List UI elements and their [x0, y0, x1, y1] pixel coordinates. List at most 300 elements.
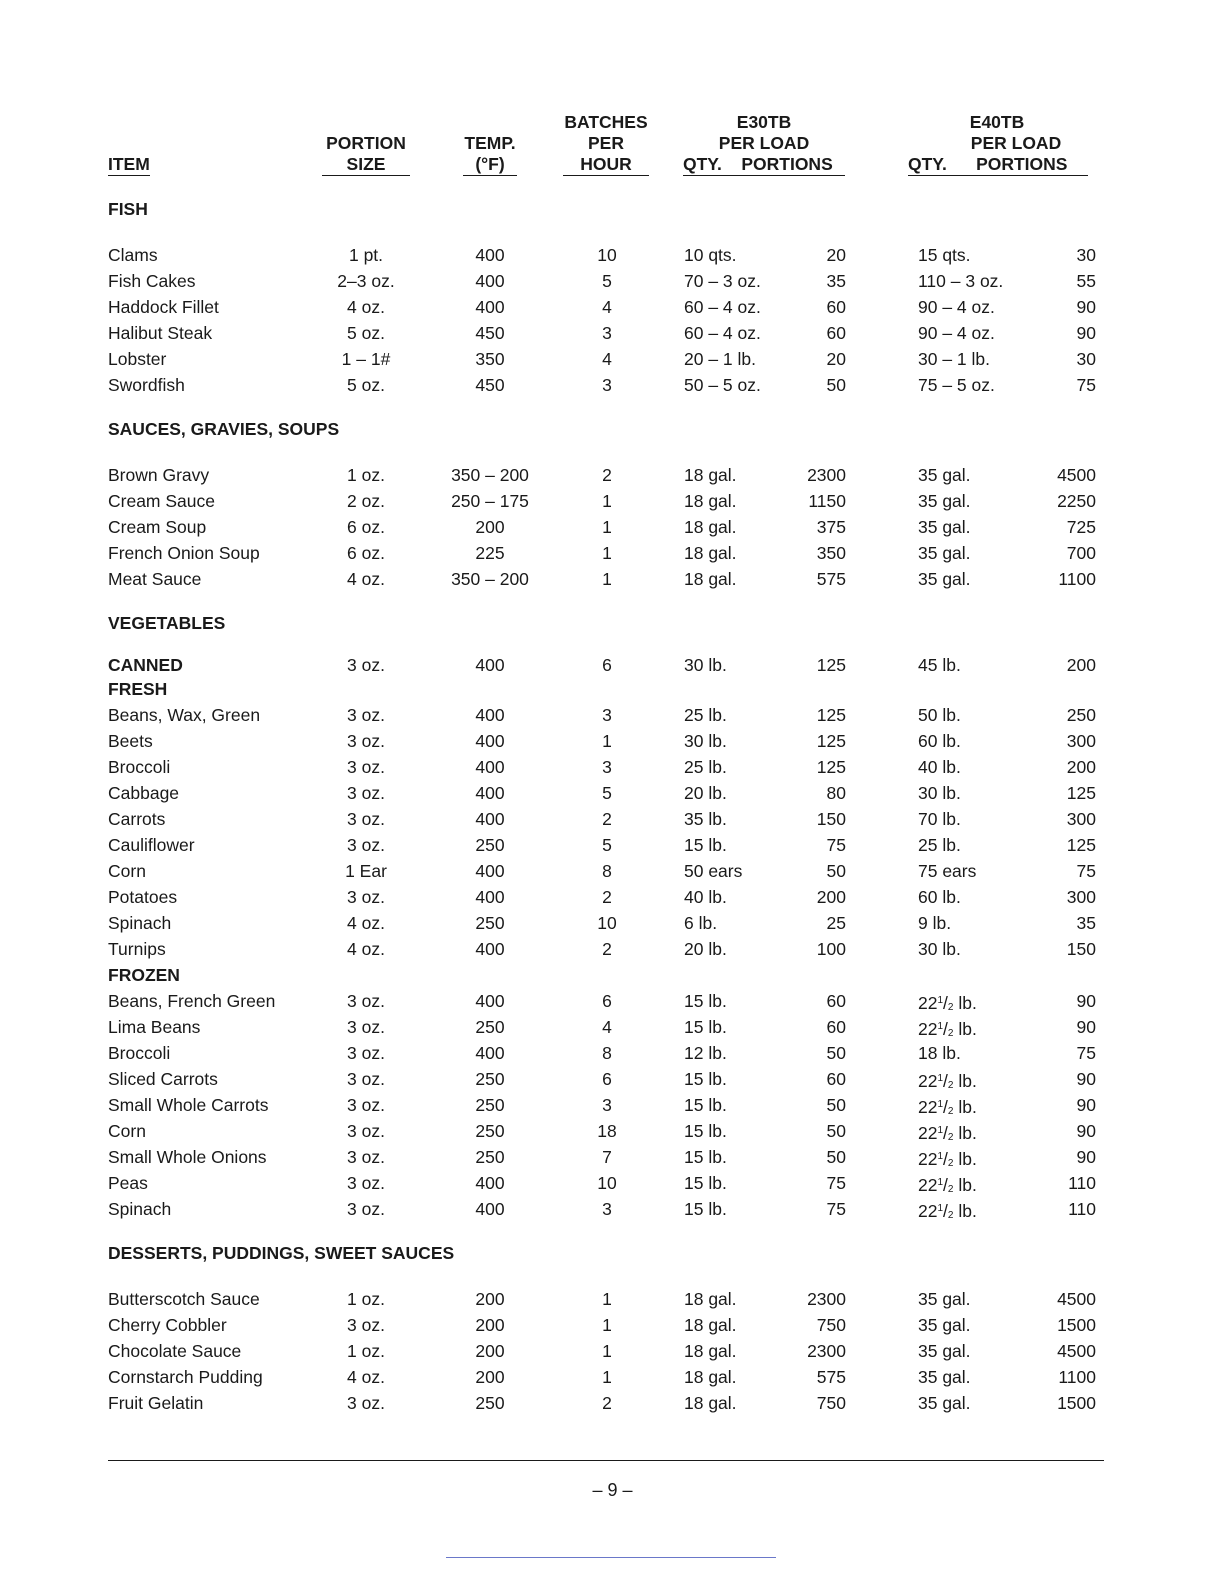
e30tb-portions: 2300 — [807, 465, 846, 485]
e40tb-portions: 90 — [1076, 297, 1096, 317]
table-row — [108, 936, 1118, 962]
batches-per-hour: 1 — [602, 1367, 612, 1387]
e40tb-portions: 30 — [1076, 245, 1096, 265]
portion-size: 3 oz. — [347, 757, 385, 777]
e30tb-portions: 60 — [826, 297, 846, 317]
batches-per-hour: 8 — [602, 861, 612, 881]
e40tb-quantity: 15 qts. — [918, 245, 971, 265]
temperature: 225 — [475, 543, 505, 563]
e40tb-quantity: 25 lb. — [918, 835, 961, 855]
e30tb-portions: 75 — [826, 835, 846, 855]
header-e40tb-model: E40TB — [969, 112, 1025, 132]
e30tb-portions: 20 — [826, 349, 846, 369]
temperature: 250 — [475, 1393, 505, 1413]
e30tb-portions: 75 — [826, 1199, 846, 1219]
e40tb-quantity: 35 gal. — [918, 569, 971, 589]
e40tb-portions: 90 — [1076, 1069, 1096, 1089]
batches-per-hour: 5 — [602, 783, 612, 803]
e30tb-quantity: 18 gal. — [684, 1367, 737, 1387]
section-title-desserts: DESSERTS, PUDDINGS, SWEET SAUCES — [108, 1243, 455, 1263]
batches-per-hour: 7 — [602, 1147, 612, 1167]
sauces-rows — [108, 462, 1118, 592]
e40tb-portions: 700 — [1066, 543, 1096, 563]
table-row — [108, 1312, 1118, 1338]
temperature: 400 — [475, 731, 505, 751]
e40tb-portions: 90 — [1076, 1017, 1096, 1037]
item-name: Haddock Fillet — [108, 297, 219, 317]
subsection-frozen — [108, 962, 1118, 988]
e30tb-portions: 25 — [826, 913, 846, 933]
e40tb-portions: 90 — [1076, 991, 1096, 1011]
portion-size: 2–3 oz. — [337, 271, 395, 291]
e40tb-quantity: 60 lb. — [918, 731, 961, 751]
temperature: 200 — [475, 1341, 505, 1361]
batches-per-hour: 3 — [602, 705, 612, 725]
temperature: 450 — [475, 375, 505, 395]
item-name: Cornstarch Pudding — [108, 1367, 263, 1387]
item-name: Halibut Steak — [108, 323, 213, 343]
e30tb-quantity: 50 ears — [684, 861, 743, 881]
e40tb-quantity: $22^1/_2$ lb. — [918, 1175, 977, 1195]
item-name: Butterscotch Sauce — [108, 1289, 260, 1309]
subsection-fresh-label: FRESH — [108, 679, 168, 699]
item-name: Spinach — [108, 1199, 172, 1219]
temperature: 400 — [475, 297, 505, 317]
e30tb-portions: 50 — [826, 1147, 846, 1167]
portion-size: 1 Ear — [345, 861, 387, 881]
e30tb-quantity: 15 lb. — [684, 1121, 727, 1141]
e30tb-portions: 1150 — [808, 491, 846, 511]
batches-per-hour: 3 — [602, 323, 612, 343]
e40tb-quantity: 35 gal. — [918, 1393, 971, 1413]
batches-per-hour: 1 — [602, 517, 612, 537]
e30tb-quantity: 18 gal. — [684, 491, 737, 511]
table-row — [108, 1040, 1118, 1066]
portion-size: 3 oz. — [347, 1017, 385, 1037]
e40tb-quantity: 35 gal. — [918, 1341, 971, 1361]
e30tb-portions: 125 — [816, 757, 846, 777]
batches-per-hour: 2 — [602, 809, 612, 829]
header-e30tb — [676, 112, 852, 176]
batches-per-hour: 2 — [602, 465, 612, 485]
temperature: 250 – 175 — [451, 491, 529, 511]
e40tb-portions: 75 — [1076, 375, 1096, 395]
e40tb-portions: 4500 — [1057, 1341, 1096, 1361]
e30tb-portions: 80 — [826, 783, 846, 803]
batches-per-hour: 2 — [602, 1393, 612, 1413]
e40tb-quantity: 30 – 1 lb. — [918, 349, 990, 369]
batches-per-hour: 8 — [602, 1043, 612, 1063]
header-e30tb-model: E30TB — [736, 112, 792, 132]
e40tb-portions: 1500 — [1057, 1315, 1096, 1335]
e40tb-quantity: 9 lb. — [918, 913, 952, 933]
e40tb-portions: 300 — [1066, 731, 1096, 751]
item-name: Fruit Gelatin — [108, 1393, 204, 1413]
e30tb-portions: 50 — [826, 1121, 846, 1141]
item-name: Clams — [108, 245, 158, 265]
e30tb-portions: 750 — [816, 1315, 846, 1335]
e30tb-quantity: 18 gal. — [684, 1393, 737, 1413]
e40tb-quantity: $22^1/_2$ lb. — [918, 1201, 977, 1221]
table-row — [108, 1338, 1118, 1364]
e40tb-portions: 90 — [1076, 323, 1096, 343]
temperature: 350 — [475, 349, 505, 369]
temperature: 250 — [475, 1121, 505, 1141]
header-item-label: ITEM — [108, 154, 150, 174]
batches-per-hour: 1 — [602, 731, 612, 751]
e40tb-portions: 90 — [1076, 1147, 1096, 1167]
temperature: 400 — [475, 1199, 505, 1219]
portion-size: 3 oz. — [347, 887, 385, 907]
table-row — [108, 242, 1118, 268]
item-name: Small Whole Carrots — [108, 1095, 269, 1115]
e40tb-quantity: 75 – 5 oz. — [918, 375, 995, 395]
temperature: 200 — [475, 517, 505, 537]
portion-size: 3 oz. — [347, 1095, 385, 1115]
table-row — [108, 294, 1118, 320]
table-row — [108, 1118, 1118, 1144]
portion-size: 3 oz. — [347, 1315, 385, 1335]
batches-per-hour: 5 — [602, 835, 612, 855]
table-row — [108, 1066, 1118, 1092]
portion-size: 5 oz. — [347, 375, 385, 395]
batches-per-hour: 1 — [602, 1315, 612, 1335]
batches-per-hour: 10 — [597, 913, 617, 933]
portion-size: 1 oz. — [347, 1289, 385, 1309]
portion-size: 6 oz. — [347, 517, 385, 537]
subsection-frozen-label: FROZEN — [108, 965, 180, 985]
table-row — [108, 540, 1118, 566]
e40tb-quantity: 30 lb. — [918, 783, 961, 803]
batches-per-hour: 3 — [602, 375, 612, 395]
e40tb-portions: 200 — [1066, 757, 1096, 777]
frozen-rows — [108, 988, 1118, 1222]
batches-per-hour: 6 — [602, 1069, 612, 1089]
e40tb-portions: 125 — [1066, 835, 1096, 855]
e30tb-quantity: 20 lb. — [684, 783, 727, 803]
item-name: Cream Sauce — [108, 491, 215, 511]
portion-size: 1 – 1# — [341, 349, 391, 369]
header-temp — [448, 133, 532, 176]
portion-size: 3 oz. — [347, 655, 385, 675]
batches-per-hour: 3 — [602, 1199, 612, 1219]
batches-per-hour: 1 — [602, 569, 612, 589]
e30tb-portions: 20 — [826, 245, 846, 265]
e40tb-portions: 150 — [1066, 939, 1096, 959]
e30tb-quantity: 30 lb. — [684, 655, 727, 675]
table-row — [108, 372, 1118, 398]
table-row — [108, 702, 1118, 728]
portion-size: 3 oz. — [347, 783, 385, 803]
table-row — [108, 488, 1118, 514]
e30tb-quantity: 18 gal. — [684, 517, 737, 537]
temperature: 250 — [475, 1095, 505, 1115]
item-name: Chocolate Sauce — [108, 1341, 242, 1361]
e30tb-portions: 350 — [816, 543, 846, 563]
batches-per-hour: 1 — [602, 1341, 612, 1361]
e30tb-quantity: 20 – 1 lb. — [684, 349, 756, 369]
e30tb-quantity: 40 lb. — [684, 887, 727, 907]
e30tb-quantity: 60 – 4 oz. — [684, 297, 761, 317]
e40tb-portions: 35 — [1076, 913, 1096, 933]
e40tb-quantity: 50 lb. — [918, 705, 961, 725]
temperature: 400 — [475, 991, 505, 1011]
e40tb-quantity: 110 – 3 oz. — [918, 271, 1004, 291]
temperature: 400 — [475, 757, 505, 777]
temperature: 250 — [475, 835, 505, 855]
item-name: Broccoli — [108, 757, 171, 777]
table-row — [108, 858, 1118, 884]
section-title-sauces: SAUCES, GRAVIES, SOUPS — [108, 419, 340, 439]
e30tb-quantity: 15 lb. — [684, 1173, 727, 1193]
portion-size: 4 oz. — [347, 569, 385, 589]
temperature: 400 — [475, 245, 505, 265]
e30tb-portions: 60 — [826, 1017, 846, 1037]
e30tb-quantity: 70 – 3 oz. — [684, 271, 761, 291]
table-row — [108, 754, 1118, 780]
e40tb-portions: 110 — [1068, 1173, 1096, 1193]
table-row — [108, 1364, 1118, 1390]
e30tb-quantity: 25 lb. — [684, 757, 727, 777]
e40tb-quantity: 60 lb. — [918, 887, 961, 907]
portion-size: 4 oz. — [347, 1367, 385, 1387]
item-name: Beets — [108, 731, 153, 751]
temperature: 400 — [475, 887, 505, 907]
table-row — [108, 1014, 1118, 1040]
batches-per-hour: 18 — [597, 1121, 617, 1141]
fresh-rows — [108, 702, 1118, 962]
e40tb-portions: 200 — [1066, 655, 1096, 675]
e40tb-portions: 110 — [1068, 1199, 1096, 1219]
e40tb-quantity: 70 lb. — [918, 809, 961, 829]
item-name: Beans, French Green — [108, 991, 276, 1011]
e30tb-portions: 60 — [826, 323, 846, 343]
e30tb-portions: 2300 — [807, 1341, 846, 1361]
bottom-edge-line — [446, 1557, 776, 1558]
batches-per-hour: 6 — [602, 655, 612, 675]
portion-size: 3 oz. — [347, 1069, 385, 1089]
portion-size: 5 oz. — [347, 323, 385, 343]
e30tb-quantity: 30 lb. — [684, 731, 727, 751]
batches-per-hour: 2 — [602, 887, 612, 907]
table-row — [108, 1092, 1118, 1118]
header-batches-line1: BATCHES — [564, 112, 648, 132]
temperature: 350 – 200 — [451, 465, 529, 485]
temperature: 400 — [475, 861, 505, 881]
e40tb-quantity: $22^1/_2$ lb. — [918, 993, 977, 1013]
table-row — [108, 1390, 1118, 1416]
portion-size: 3 oz. — [347, 991, 385, 1011]
item-name: Carrots — [108, 809, 166, 829]
table-row — [108, 268, 1118, 294]
portion-size: 3 oz. — [347, 1199, 385, 1219]
item-name: CANNED — [108, 655, 183, 675]
e40tb-quantity: 40 lb. — [918, 757, 961, 777]
footer-rule — [108, 1460, 1104, 1461]
portion-size: 3 oz. — [347, 731, 385, 751]
header-batches — [558, 112, 654, 176]
temperature: 400 — [475, 783, 505, 803]
batches-per-hour: 3 — [602, 1095, 612, 1115]
e40tb-portions: 90 — [1076, 1095, 1096, 1115]
e30tb-quantity: 18 gal. — [684, 1315, 737, 1335]
e30tb-portions: 50 — [826, 1095, 846, 1115]
item-name: Sliced Carrots — [108, 1069, 218, 1089]
cooking-chart — [108, 112, 1118, 1416]
temperature: 400 — [475, 809, 505, 829]
e40tb-portions: 1100 — [1058, 569, 1096, 589]
e40tb-portions: 75 — [1076, 1043, 1096, 1063]
item-name: Brown Gravy — [108, 465, 210, 485]
batches-per-hour: 4 — [602, 349, 612, 369]
portion-size: 3 oz. — [347, 1173, 385, 1193]
portion-size: 3 oz. — [347, 1393, 385, 1413]
e30tb-portions: 50 — [826, 375, 846, 395]
section-title-vegetables: VEGETABLES — [108, 613, 226, 633]
batches-per-hour: 10 — [597, 245, 617, 265]
e30tb-portions: 50 — [826, 861, 846, 881]
e40tb-portions: 4500 — [1057, 465, 1096, 485]
portion-size: 3 oz. — [347, 1043, 385, 1063]
e30tb-portions: 50 — [826, 1043, 846, 1063]
temperature: 400 — [475, 271, 505, 291]
e30tb-portions: 575 — [816, 569, 846, 589]
e30tb-portions: 125 — [816, 655, 846, 675]
batches-per-hour: 5 — [602, 271, 612, 291]
header-e40tb-perload: PER LOAD — [970, 133, 1062, 153]
e40tb-portions: 300 — [1066, 809, 1096, 829]
item-name: Peas — [108, 1173, 148, 1193]
e40tb-portions: 4500 — [1057, 1289, 1096, 1309]
e30tb-portions: 575 — [816, 1367, 846, 1387]
e40tb-quantity: 35 gal. — [918, 517, 971, 537]
portion-size: 4 oz. — [347, 913, 385, 933]
item-name: French Onion Soup — [108, 543, 260, 563]
table-row — [108, 566, 1118, 592]
header-e40tb-cols: QTY. PORTIONS — [908, 154, 1088, 176]
temperature: 450 — [475, 323, 505, 343]
temperature: 400 — [475, 655, 505, 675]
e30tb-portions: 2300 — [807, 1289, 846, 1309]
e30tb-portions: 125 — [816, 705, 846, 725]
portion-size: 3 oz. — [347, 1121, 385, 1141]
item-name: Turnips — [108, 939, 166, 959]
e30tb-quantity: 15 lb. — [684, 1017, 727, 1037]
table-row — [108, 832, 1118, 858]
e30tb-quantity: 10 qts. — [684, 245, 737, 265]
e30tb-quantity: 60 – 4 oz. — [684, 323, 761, 343]
portion-size: 4 oz. — [347, 297, 385, 317]
temperature: 200 — [475, 1367, 505, 1387]
e40tb-portions: 1100 — [1058, 1367, 1096, 1387]
table-header — [108, 112, 1118, 184]
item-name: Cream Soup — [108, 517, 207, 537]
e30tb-quantity: 25 lb. — [684, 705, 727, 725]
item-name: Lobster — [108, 349, 167, 369]
table-row — [108, 346, 1118, 372]
e30tb-quantity: 18 gal. — [684, 1341, 737, 1361]
header-batches-line3: HOUR — [563, 154, 649, 176]
section-title-fish: FISH — [108, 199, 148, 219]
e30tb-portions: 60 — [826, 991, 846, 1011]
e40tb-portions: 2250 — [1057, 491, 1096, 511]
e40tb-portions: 300 — [1066, 887, 1096, 907]
e40tb-portions: 55 — [1076, 271, 1096, 291]
e40tb-portions: 125 — [1066, 783, 1096, 803]
e40tb-portions: 75 — [1076, 861, 1096, 881]
e40tb-quantity: 35 gal. — [918, 1315, 971, 1335]
temperature: 250 — [475, 1017, 505, 1037]
canned-row — [108, 652, 1118, 678]
e40tb-quantity: 18 lb. — [918, 1043, 961, 1063]
batches-per-hour: 10 — [597, 1173, 617, 1193]
e30tb-quantity: 18 gal. — [684, 1289, 737, 1309]
header-temp-line2: (°F) — [463, 154, 517, 176]
e30tb-quantity: 35 lb. — [684, 809, 727, 829]
temperature: 200 — [475, 1289, 505, 1309]
subsection-fresh — [108, 678, 1118, 702]
portion-size: 4 oz. — [347, 939, 385, 959]
e30tb-portions: 125 — [816, 731, 846, 751]
header-temp-line1: TEMP. — [464, 133, 516, 153]
e30tb-portions: 200 — [816, 887, 846, 907]
table-row — [108, 1144, 1118, 1170]
table-row — [108, 1286, 1118, 1312]
e30tb-quantity: 20 lb. — [684, 939, 727, 959]
e40tb-quantity: 75 ears — [918, 861, 977, 881]
portion-size: 3 oz. — [347, 835, 385, 855]
e30tb-quantity: 18 gal. — [684, 569, 737, 589]
page-number: – 9 – — [592, 1480, 633, 1500]
portion-size: 3 oz. — [347, 809, 385, 829]
batches-per-hour: 2 — [602, 939, 612, 959]
e30tb-quantity: 15 lb. — [684, 835, 727, 855]
item-name: Cabbage — [108, 783, 180, 803]
table-row — [108, 1196, 1118, 1222]
header-batches-line2: PER — [588, 133, 624, 153]
item-name: Corn — [108, 1121, 146, 1141]
e30tb-quantity: 15 lb. — [684, 1199, 727, 1219]
batches-per-hour: 1 — [602, 491, 612, 511]
e40tb-quantity: 30 lb. — [918, 939, 961, 959]
temperature: 400 — [475, 939, 505, 959]
e40tb-quantity: $22^1/_2$ lb. — [918, 1149, 977, 1169]
e30tb-quantity: 6 lb. — [684, 913, 718, 933]
e40tb-quantity: $22^1/_2$ lb. — [918, 1123, 977, 1143]
portion-size: 1 oz. — [347, 465, 385, 485]
table-row — [108, 652, 1118, 678]
table-row — [108, 780, 1118, 806]
batches-per-hour: 4 — [602, 297, 612, 317]
table-row — [108, 988, 1118, 1014]
e30tb-portions: 60 — [826, 1069, 846, 1089]
temperature: 250 — [475, 1069, 505, 1089]
batches-per-hour: 3 — [602, 757, 612, 777]
temperature: 350 – 200 — [451, 569, 529, 589]
table-row — [108, 728, 1118, 754]
e30tb-quantity: 12 lb. — [684, 1043, 727, 1063]
fish-rows — [108, 242, 1118, 398]
temperature: 250 — [475, 1147, 505, 1167]
table-row — [108, 806, 1118, 832]
e40tb-quantity: 35 gal. — [918, 465, 971, 485]
batches-per-hour: 4 — [602, 1017, 612, 1037]
table-row — [108, 320, 1118, 346]
desserts-rows — [108, 1286, 1118, 1416]
table-row — [108, 884, 1118, 910]
e30tb-portions: 375 — [816, 517, 846, 537]
table-row — [108, 910, 1118, 936]
